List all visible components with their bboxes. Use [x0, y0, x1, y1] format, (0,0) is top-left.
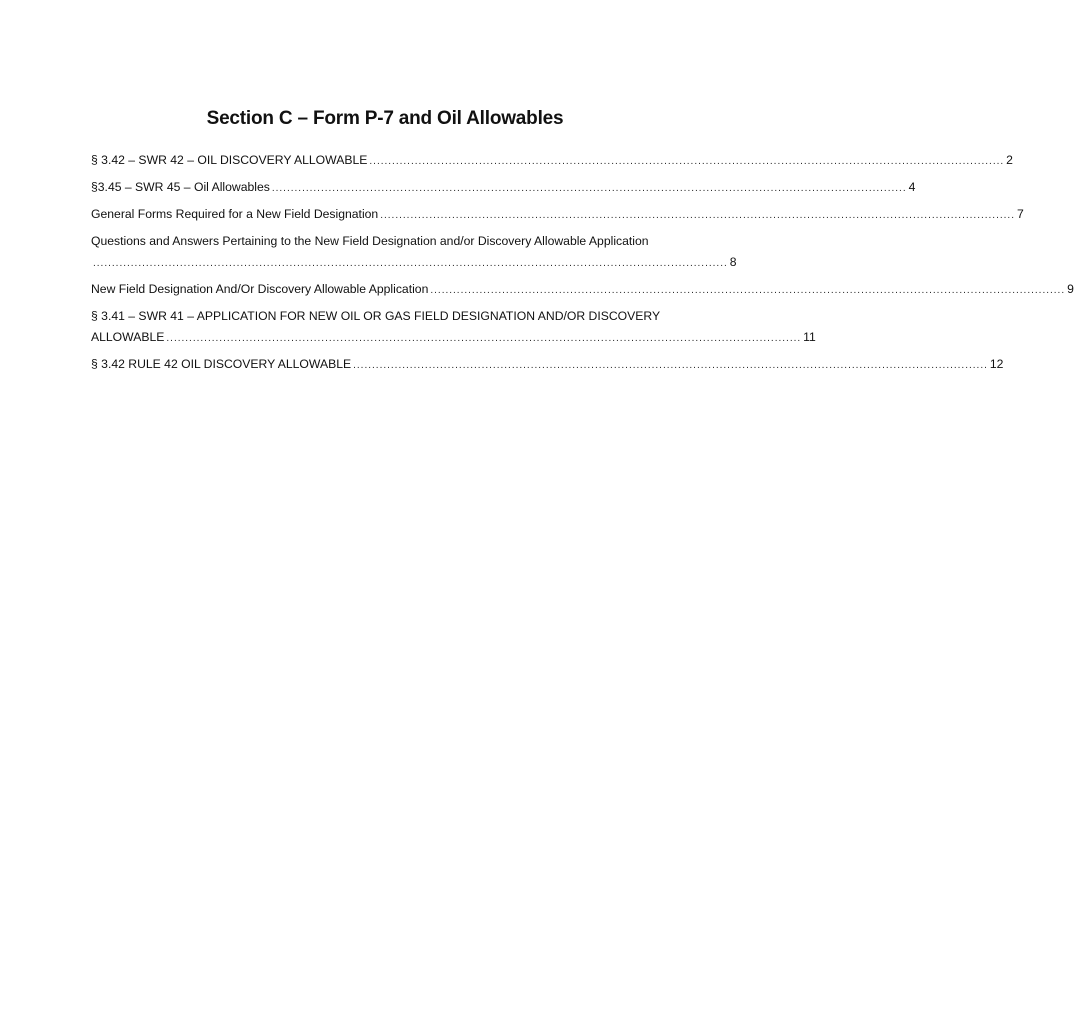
toc-entry-text: § 3.42 RULE 42 OIL DISCOVERY ALLOWABLE — [91, 357, 352, 371]
toc-leader-dots: ........................................................................................................................................................................ — [166, 333, 802, 344]
toc-page-number: 7 — [1016, 207, 1024, 221]
toc-entry-text: New Field Designation And/Or Discovery Allowable Application — [91, 282, 429, 296]
toc-entry-continuation — [91, 329, 816, 347]
toc-entry[interactable] — [91, 356, 1004, 374]
toc-entry[interactable] — [91, 206, 1024, 224]
toc-entry-continuation — [91, 254, 737, 272]
toc-leader-dots: ........................................................................................................................................................................ — [93, 258, 728, 269]
toc-entry[interactable] — [91, 179, 916, 197]
toc-entry[interactable] — [91, 281, 1074, 299]
toc-entry-text: General Forms Required for a New Field Designation — [91, 207, 379, 221]
toc-entry-text: Questions and Answers Pertaining to the New Field Designation and/or Discovery Allowable Application — [91, 234, 649, 248]
toc-leader-dots: ........................................................................................................................................................................ — [369, 156, 1005, 167]
toc-leader-dots: ........................................................................................................................................................................ — [430, 285, 1066, 296]
toc-entry-text: §3.45 – SWR 45 – Oil Allowables — [91, 180, 270, 194]
toc-leader-dots: ........................................................................................................................................................................ — [271, 183, 907, 194]
toc-entry[interactable] — [91, 308, 816, 347]
toc-page-number: 11 — [803, 330, 816, 344]
toc-entry[interactable] — [91, 152, 1013, 170]
toc-page-number: 12 — [989, 357, 1004, 371]
toc-entry[interactable] — [91, 233, 737, 272]
toc-page-number: 2 — [1006, 153, 1013, 167]
toc-leader-dots: ........................................................................................................................................................................ — [380, 210, 1015, 221]
toc-leader-dots: ........................................................................................................................................................................ — [353, 360, 988, 371]
toc-entry-text: § 3.42 – SWR 42 – OIL DISCOVERY ALLOWABLE — [91, 153, 368, 167]
toc-page-number: 9 — [1067, 282, 1074, 296]
table-of-contents — [91, 152, 1074, 383]
toc-page-number: 8 — [729, 255, 737, 269]
page-title: Section C – Form P-7 and Oil Allowables — [206, 108, 564, 129]
toc-entry-text: § 3.41 – SWR 41 – APPLICATION FOR NEW OIL OR GAS FIELD DESIGNATION AND/OR DISCOVERY — [91, 309, 661, 323]
toc-page-number: 4 — [908, 180, 916, 194]
toc-entry-text-line2: ALLOWABLE — [91, 330, 165, 344]
